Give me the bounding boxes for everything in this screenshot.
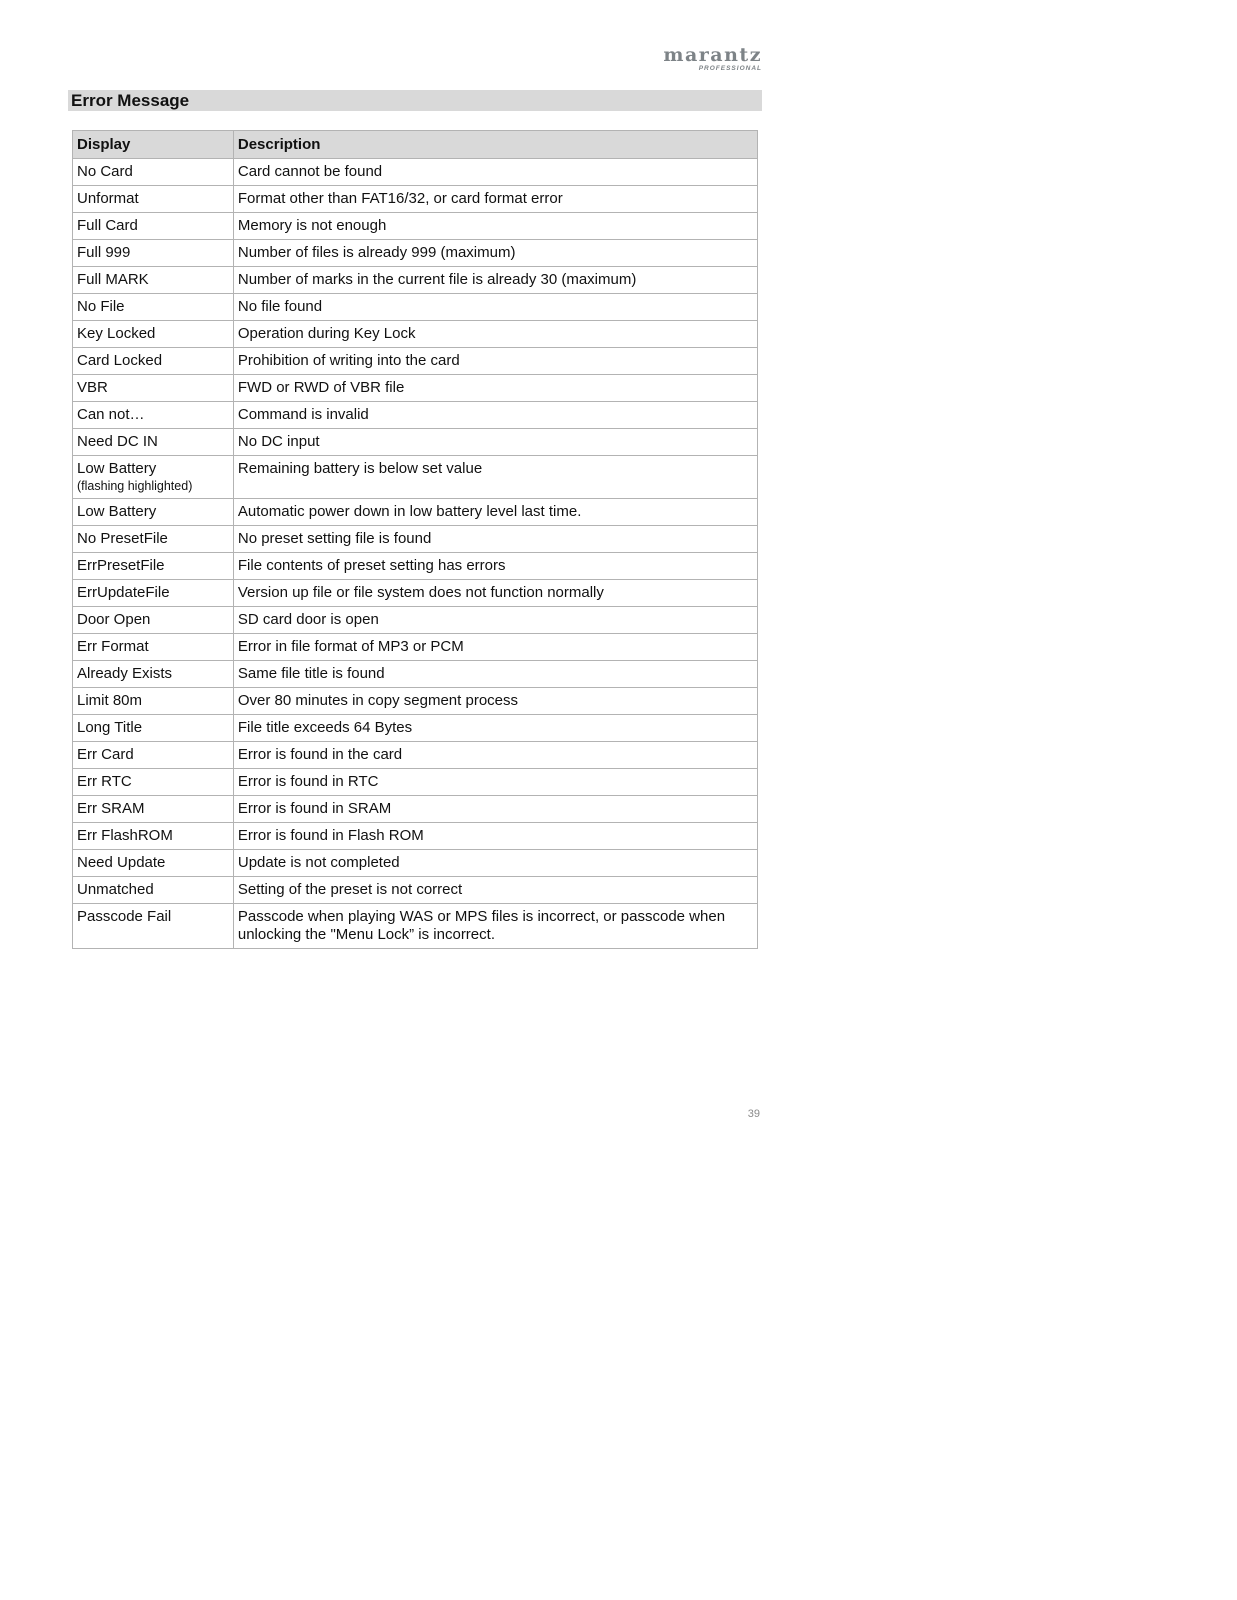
display-code: Long Title [77, 719, 143, 736]
display-cell [73, 375, 234, 402]
display-code: Can not… [77, 406, 145, 423]
display-cell [73, 580, 234, 607]
display-code: Err RTC [77, 773, 132, 790]
display-cell [73, 526, 234, 553]
table-row [73, 688, 758, 715]
description-cell: Over 80 minutes in copy segment process [233, 688, 757, 715]
description-cell: Number of files is already 999 (maximum) [233, 240, 757, 267]
display-cell [73, 348, 234, 375]
page-number: 39 [747, 1108, 760, 1120]
description-cell: Error is found in Flash ROM [233, 823, 757, 850]
display-code: Key Locked [77, 325, 156, 342]
display-cell [73, 661, 234, 688]
display-code: Card Locked [77, 352, 163, 369]
description-cell: Passcode when playing WAS or MPS files is incorrect, or passcode when unlocking the "Menu Lock” is incorrect. [233, 904, 757, 949]
display-code: No File [77, 298, 125, 315]
display-cell [73, 213, 234, 240]
table-row [73, 715, 758, 742]
display-cell [73, 877, 234, 904]
display-cell [73, 321, 234, 348]
table-row [73, 580, 758, 607]
display-cell [73, 634, 234, 661]
description-cell: Number of marks in the current file is already 30 (maximum) [233, 267, 757, 294]
table-row [73, 499, 758, 526]
header-display: Display [73, 131, 234, 159]
display-cell [73, 267, 234, 294]
description-cell: Error is found in SRAM [233, 796, 757, 823]
error-message-table [72, 130, 758, 949]
table-row [73, 402, 758, 429]
display-code: ErrPresetFile [77, 557, 165, 574]
display-cell [73, 159, 234, 186]
display-code: Err Format [77, 638, 149, 655]
description-cell: Format other than FAT16/32, or card format error [233, 186, 757, 213]
display-code: ErrUpdateFile [77, 584, 170, 601]
display-cell [73, 499, 234, 526]
display-code: Need DC IN [77, 433, 158, 450]
description-cell: File contents of preset setting has errors [233, 553, 757, 580]
description-cell: No file found [233, 294, 757, 321]
display-code: Low Battery [77, 460, 157, 477]
section-title: Error Message [71, 91, 190, 110]
description-cell: Error is found in the card [233, 742, 757, 769]
header-description: Description [233, 131, 757, 159]
display-code: No Card [77, 163, 133, 180]
description-cell: File title exceeds 64 Bytes [233, 715, 757, 742]
display-code: Low Battery [77, 503, 157, 520]
table-row [73, 634, 758, 661]
display-cell [73, 429, 234, 456]
display-code: Already Exists [77, 665, 173, 682]
display-cell [73, 850, 234, 877]
display-code: No PresetFile [77, 530, 168, 547]
description-cell: Remaining battery is below set value [233, 456, 757, 499]
display-code: Err Card [77, 746, 134, 763]
table-row [73, 877, 758, 904]
display-cell [73, 715, 234, 742]
description-cell: Card cannot be found [233, 159, 757, 186]
display-cell [73, 294, 234, 321]
section-heading-bar [68, 90, 762, 111]
display-cell [73, 186, 234, 213]
description-cell: Update is not completed [233, 850, 757, 877]
description-cell: Prohibition of writing into the card [233, 348, 757, 375]
table-row [73, 526, 758, 553]
description-cell: No preset setting file is found [233, 526, 757, 553]
table-row [73, 904, 758, 949]
display-cell [73, 904, 234, 949]
description-cell: Setting of the preset is not correct [233, 877, 757, 904]
display-note: (flashing highlighted) [77, 479, 193, 493]
description-cell: Command is invalid [233, 402, 757, 429]
table-row [73, 607, 758, 634]
table-header-row [73, 131, 758, 159]
display-cell [73, 607, 234, 634]
display-cell [73, 796, 234, 823]
table-row [73, 213, 758, 240]
description-cell: Error is found in RTC [233, 769, 757, 796]
description-cell: Memory is not enough [233, 213, 757, 240]
table-row [73, 456, 758, 499]
display-code: Full 999 [77, 244, 131, 261]
display-code: Full MARK [77, 271, 149, 288]
table-row [73, 769, 758, 796]
display-code: Door Open [77, 611, 151, 628]
description-cell: Automatic power down in low battery level last time. [233, 499, 757, 526]
logo-brand: marantz [663, 44, 762, 66]
table-row [73, 661, 758, 688]
description-cell: FWD or RWD of VBR file [233, 375, 757, 402]
table-row [73, 742, 758, 769]
table-row [73, 375, 758, 402]
marantz-professional-logo [660, 46, 762, 73]
display-code: Err FlashROM [77, 827, 173, 844]
table-row [73, 294, 758, 321]
table-row [73, 321, 758, 348]
display-cell [73, 742, 234, 769]
table-row [73, 240, 758, 267]
display-code: Unformat [77, 190, 139, 207]
display-code: Full Card [77, 217, 138, 234]
description-cell: Version up file or file system does not function normally [233, 580, 757, 607]
display-code: Passcode Fail [77, 908, 172, 925]
table-row [73, 850, 758, 877]
description-cell: Same file title is found [233, 661, 757, 688]
table-row [73, 796, 758, 823]
table-row [73, 348, 758, 375]
display-cell [73, 823, 234, 850]
display-code: Err SRAM [77, 800, 145, 817]
table-row [73, 267, 758, 294]
table-row [73, 823, 758, 850]
display-cell [73, 553, 234, 580]
table-row [73, 186, 758, 213]
table-row [73, 429, 758, 456]
display-code: VBR [77, 379, 108, 396]
display-cell [73, 402, 234, 429]
display-cell [73, 769, 234, 796]
display-code: Limit 80m [77, 692, 143, 709]
description-cell: No DC input [233, 429, 757, 456]
display-cell [73, 456, 234, 499]
display-cell [73, 688, 234, 715]
display-cell [73, 240, 234, 267]
table-row [73, 553, 758, 580]
table-body [73, 159, 758, 949]
logo-tagline: PROFESSIONAL [698, 65, 762, 72]
display-code: Unmatched [77, 881, 154, 898]
display-code: Need Update [77, 854, 166, 871]
description-cell: Operation during Key Lock [233, 321, 757, 348]
description-cell: Error in file format of MP3 or PCM [233, 634, 757, 661]
table-row [73, 159, 758, 186]
description-cell: SD card door is open [233, 607, 757, 634]
